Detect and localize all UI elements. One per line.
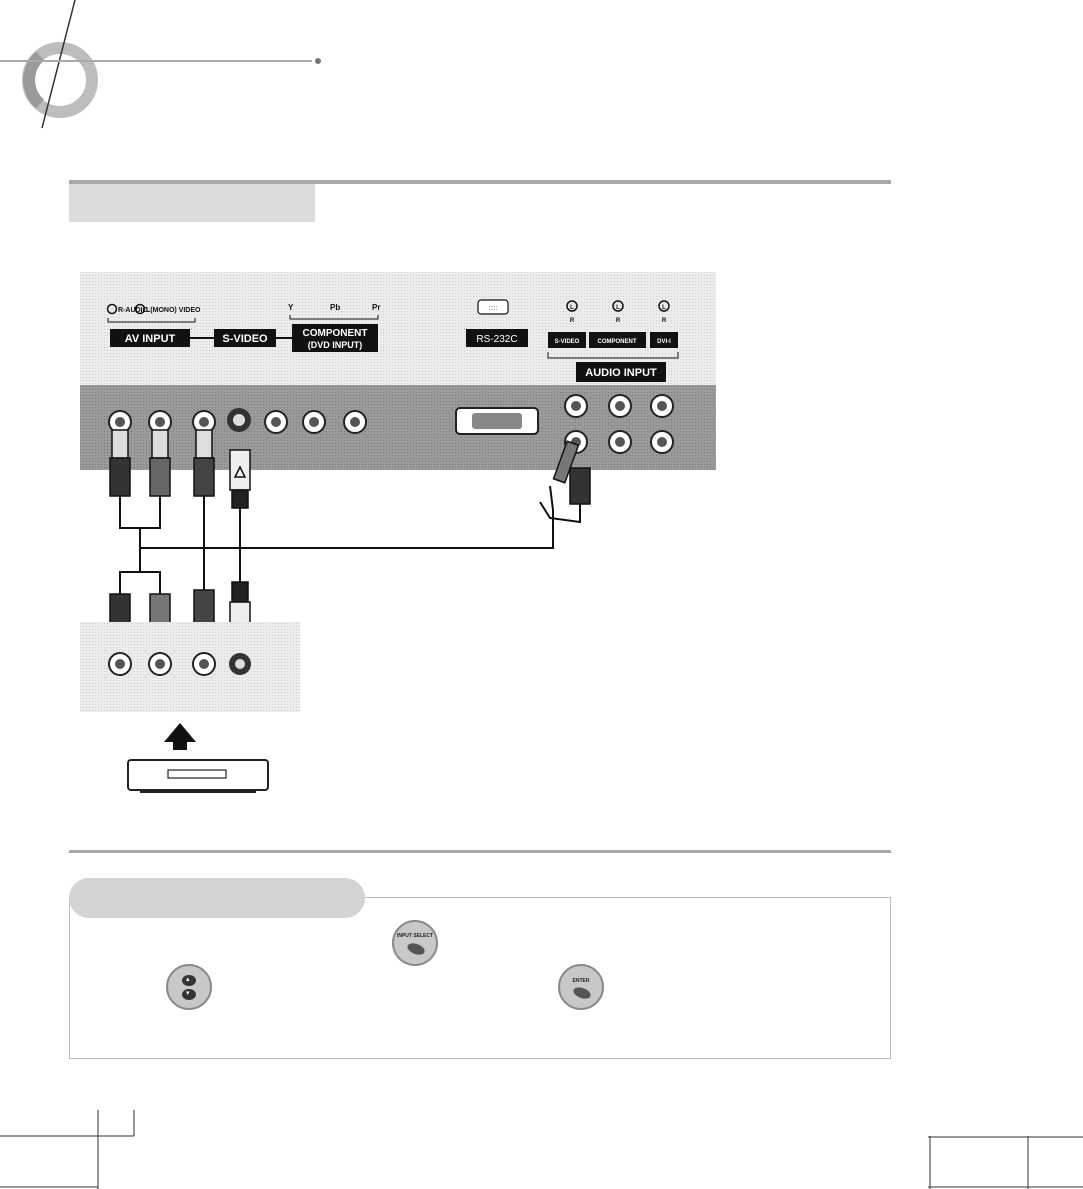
how-to-panel-topline [365, 897, 891, 898]
rs232c-label: RS-232C [476, 334, 518, 345]
component-line2: (DVD INPUT) [307, 340, 363, 350]
audio-input-label: AUDIO INPUT [585, 367, 657, 379]
svg-text::::::: ::::: [488, 306, 498, 312]
arrow-up-icon [164, 723, 196, 750]
how-to-panel-tab [69, 878, 365, 918]
audio-l-video-label: L(MONO) VIDEO [146, 307, 201, 314]
audio-r2: R [615, 318, 621, 324]
audio-l3: L [662, 305, 666, 311]
input-select-button-icon [392, 920, 438, 966]
external-device-icon [128, 760, 268, 792]
component-y-label: Y [288, 303, 294, 312]
arrow-up-icon: ▴ [186, 976, 190, 983]
audio-dvi-label: DVI-I [657, 339, 671, 345]
crop-marks-left [0, 1110, 140, 1189]
audio-component-label: COMPONENT [597, 339, 637, 345]
audio-l1: L [570, 305, 574, 311]
component-line1: COMPONENT [302, 328, 368, 339]
page-logo [0, 0, 340, 130]
av-input-label: AV INPUT [124, 333, 176, 345]
audio-l2: L [616, 305, 620, 311]
up-down-button-icon [166, 964, 212, 1010]
cables [120, 486, 580, 602]
s-video-label: S-VIDEO [222, 333, 268, 345]
section-divider [69, 850, 891, 853]
component-pr-label: Pr [372, 303, 381, 312]
input-select-label: INPUT SELECT [396, 933, 434, 939]
enter-button-icon [558, 964, 604, 1010]
enter-label: ENTER [572, 978, 590, 984]
audio-r3: R [661, 318, 667, 324]
crop-marks-right [928, 1136, 1083, 1189]
arrow-down-icon: ▾ [186, 990, 190, 997]
audio-r1: R [569, 318, 575, 324]
component-pb-label: Pb [330, 303, 341, 312]
audio-svideo-label: S-VIDEO [554, 339, 580, 345]
audio-r-label: R-AUDIO [118, 307, 148, 314]
connection-diagram [80, 272, 720, 802]
section-header-tab [69, 184, 315, 222]
